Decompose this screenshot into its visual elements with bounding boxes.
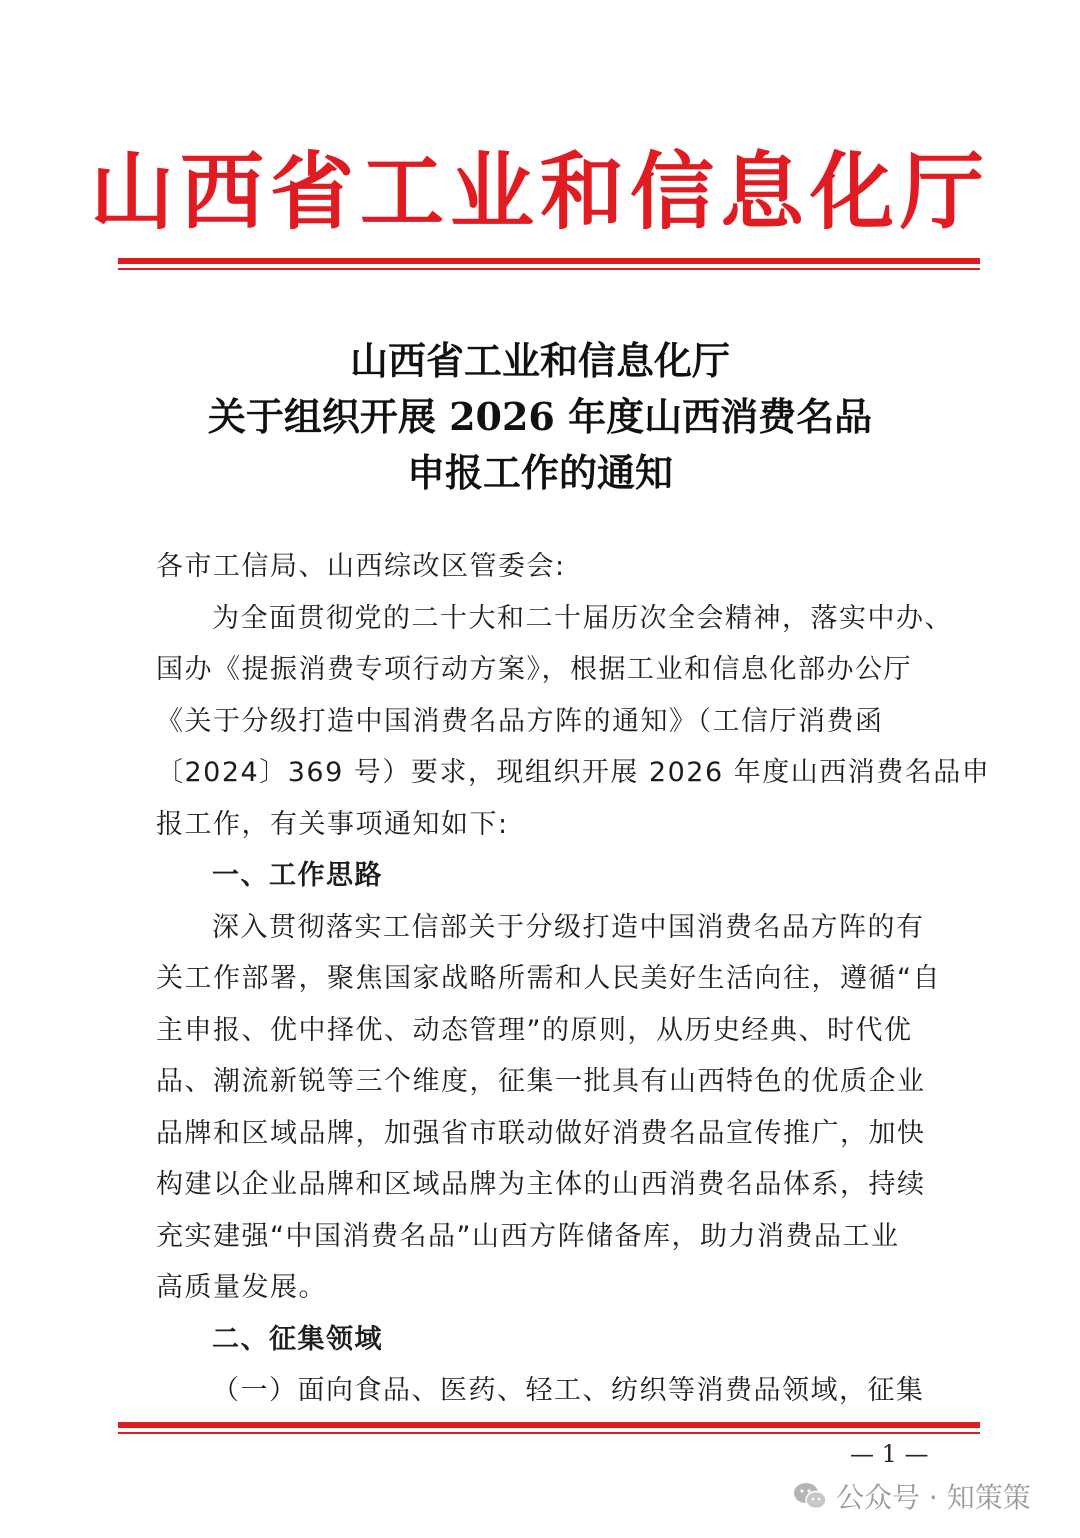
paragraph-line: 关工作部署，聚焦国家战略所需和人民美好生活向往，遵循“自 bbox=[156, 963, 941, 994]
paragraph-line: 主申报、优中择优、动态管理”的原则，从历史经典、时代优 bbox=[156, 1014, 913, 1046]
paragraph-line: 为全面贯彻党的二十大和二十届历次全会精神，落实中办、 bbox=[212, 602, 953, 634]
paragraph-line: 《关于分级打造中国消费名品方阵的通知》（工信厅消费函 bbox=[156, 705, 884, 737]
paragraph-line: 报工作，有关事项通知如下: bbox=[156, 808, 509, 840]
header-red-rule-thin bbox=[118, 268, 980, 270]
section-heading-1: 一、工作思路 bbox=[212, 860, 383, 891]
paragraph-line: 品牌和区域品牌，加强省市联动做好消费名品宣传推广，加快 bbox=[156, 1117, 926, 1149]
title-line-2: 关于组织开展 2026 年度山西消费名品 bbox=[207, 394, 873, 439]
paragraph-line: （一）面向食品、医药、轻工、纺织等消费品领域，征集 bbox=[212, 1375, 925, 1406]
salutation: 各市工信局、山西综改区管委会: bbox=[156, 551, 566, 582]
header-red-rule-thick bbox=[118, 258, 980, 264]
paragraph-line: 〔2024〕369 号）要求，现组织开展 2026 年度山西消费名品申 bbox=[156, 757, 991, 788]
paragraph-line: 深入贯彻落实工信部关于分级打造中国消费名品方阵的有 bbox=[212, 911, 925, 943]
title-line-1: 山西省工业和信息化厅 bbox=[349, 338, 730, 383]
wechat-icon bbox=[792, 1481, 828, 1511]
section-heading-2: 二、征集领域 bbox=[212, 1323, 383, 1355]
paragraph-line: 构建以企业品牌和区域品牌为主体的山西消费名品体系，持续 bbox=[156, 1169, 926, 1200]
paragraph-line: 充实建强“中国消费名品”山西方阵储备库，助力消费品工业 bbox=[156, 1220, 900, 1252]
paragraph-line: 品、潮流新锐等三个维度，征集一批具有山西特色的优质企业 bbox=[156, 1066, 926, 1097]
org-header-title: 山西省工业和信息化厅 bbox=[89, 142, 990, 241]
watermark bbox=[792, 1476, 1031, 1516]
title-line-3: 申报工作的通知 bbox=[406, 450, 673, 495]
paragraph-line: 国办《提振消费专项行动方案》，根据工业和信息化部办公厅 bbox=[156, 654, 912, 685]
paragraph-line: 高质量发展。 bbox=[156, 1272, 327, 1303]
document-body bbox=[156, 541, 991, 1417]
page-number: — 1 — bbox=[850, 1440, 929, 1468]
document-title bbox=[0, 333, 1080, 501]
watermark-text: 公众号 · 知策策 bbox=[836, 1481, 1031, 1514]
footer-red-rule-thin bbox=[118, 1432, 980, 1434]
footer-red-rule-thick bbox=[118, 1422, 980, 1428]
